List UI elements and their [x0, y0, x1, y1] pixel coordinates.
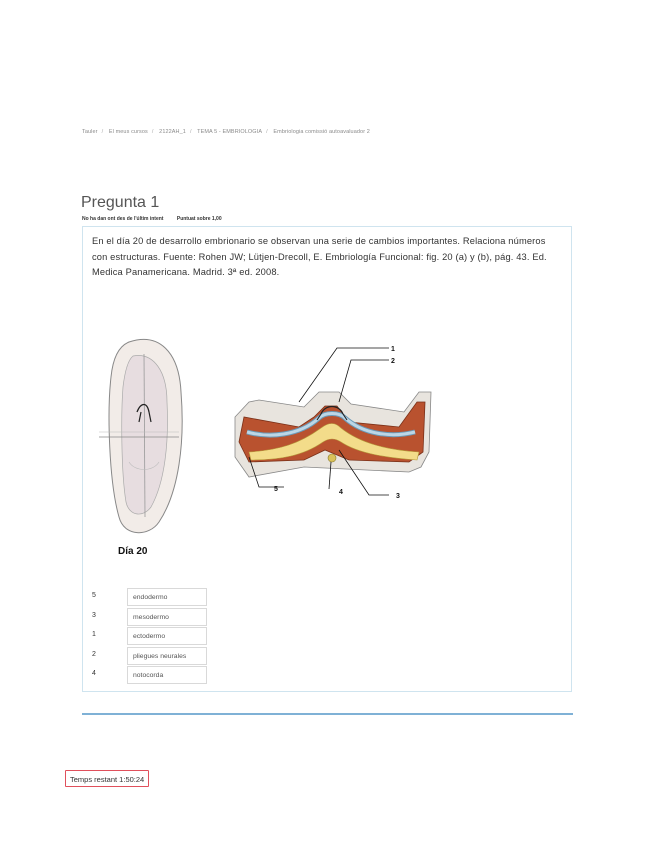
embryo-figure [99, 332, 444, 562]
figure-label-1: 1 [391, 346, 395, 353]
question-title: Pregunta 1 [81, 194, 160, 211]
figure-label-4: 4 [339, 489, 343, 496]
embryo-dorsal-view [99, 339, 182, 532]
figure-label-5: 5 [274, 486, 278, 493]
embryo-cross-section [235, 392, 431, 477]
match-row [89, 588, 309, 607]
section-divider [82, 713, 573, 715]
question-meta [82, 216, 222, 222]
match-row [89, 627, 309, 646]
breadcrumb-item-course[interactable]: 2122AH_1 [159, 129, 186, 135]
breadcrumb-item-quiz[interactable]: Embriologia comissió autoavaluador 2 [273, 129, 370, 135]
breadcrumb-item-topic[interactable]: TEMA 5 - EMBRIOLOGIA [197, 129, 263, 135]
match-row [89, 647, 309, 666]
question-score: Puntuat sobre 1,00 [176, 216, 222, 222]
match-select[interactable]: mesodermo [127, 608, 207, 626]
match-select[interactable]: notocorda [127, 666, 207, 684]
match-select[interactable]: pliegues neurales [127, 647, 207, 665]
breadcrumb-item-dashboard[interactable]: Tauler [82, 129, 98, 135]
question-text: En el día 20 de desarrollo embrionario se observan una serie de cambios importantes. Relaciona números con estructuras. Fuente: Rohen JW; Lütjen-Drecoll, E. Embriología Funcional: fig. 20 (a) y (b), pág. 43. Ed. Medica Panamericana. Madrid. 3ª ed. 2008. [92, 236, 547, 277]
match-number: 1 [92, 631, 96, 638]
match-number: 4 [92, 670, 96, 677]
figure-label-2: 2 [391, 358, 395, 365]
match-select[interactable]: ectodermo [127, 627, 207, 645]
time-remaining: Temps restant 1:50:24 [65, 770, 149, 787]
match-row [89, 666, 309, 685]
breadcrumb-item-my-courses[interactable]: El meus cursos [108, 129, 148, 135]
question-status: No ha dan ont des de l'últim intent [82, 216, 164, 222]
match-number: 3 [92, 611, 96, 619]
match-select[interactable]: endodermo [127, 588, 207, 606]
figure-label-3: 3 [396, 493, 400, 500]
question-box [82, 226, 572, 692]
figure-caption: Día 20 [118, 546, 148, 557]
match-row [89, 608, 309, 627]
breadcrumb: Tauler / El meus cursos / 2122AH_1 / TEMA 5 - EMBRIOLOGIA / Embriologia comissió autoavaluador 2 [82, 129, 370, 135]
match-number: 2 [92, 650, 96, 658]
match-number: 5 [92, 592, 96, 599]
